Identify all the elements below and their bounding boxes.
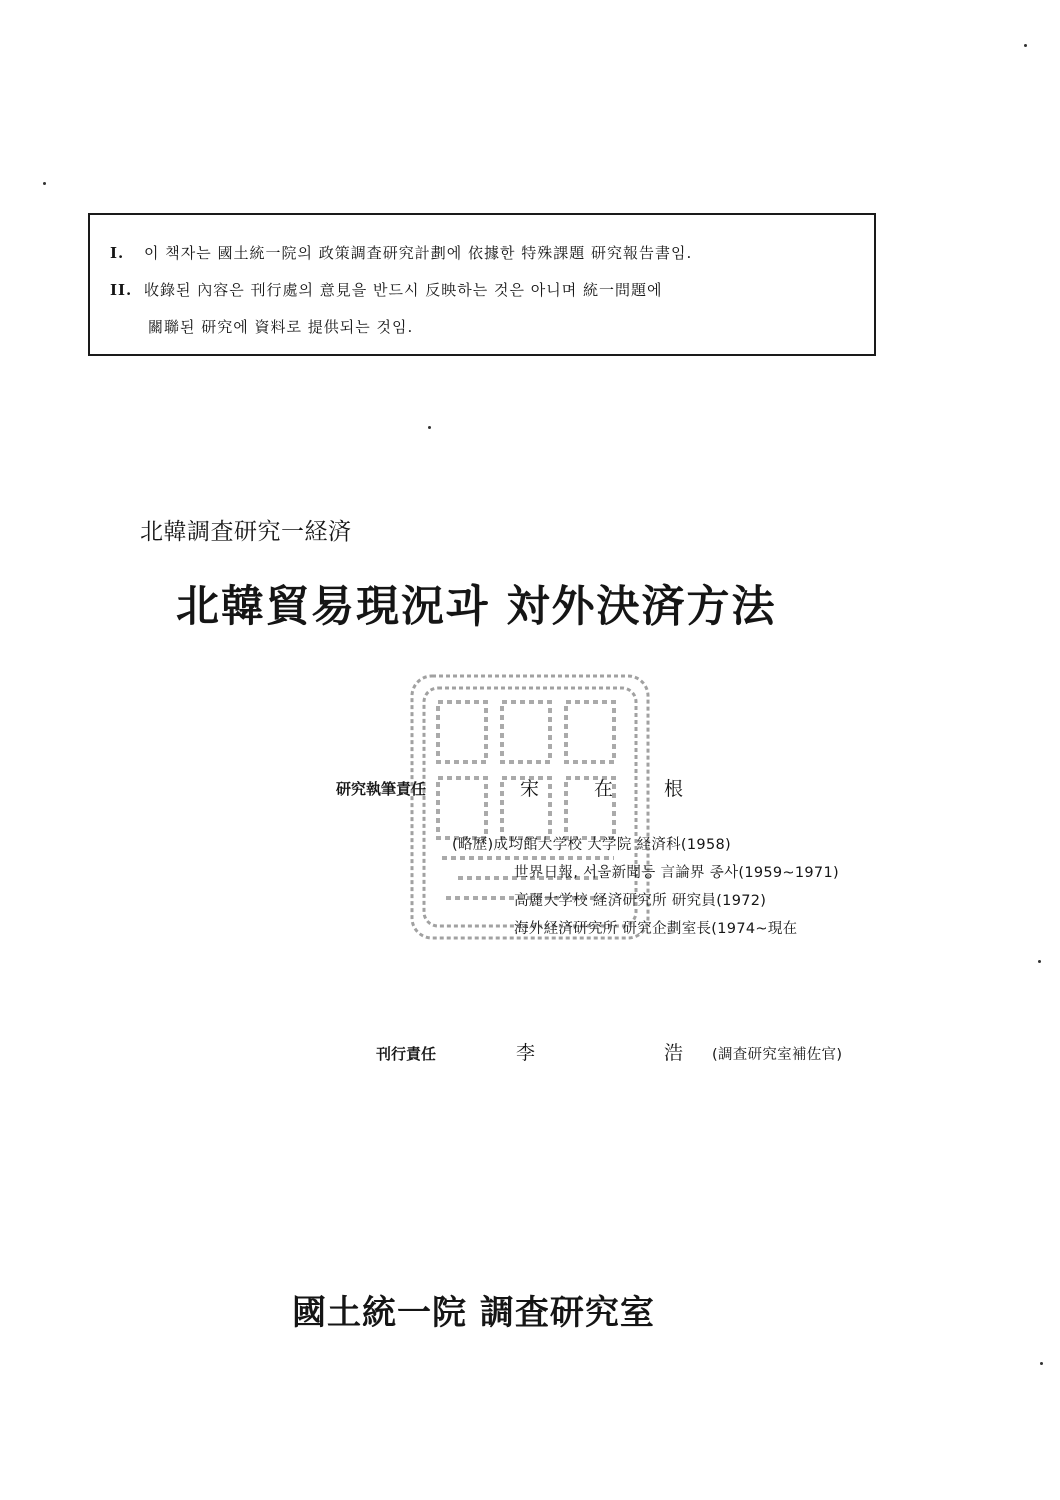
researcher-bio-line: 世界日報, 서울新聞등 言論界 종사(1959~1971): [514, 865, 839, 881]
researcher-name-char-1: 宋: [520, 778, 540, 800]
publisher-responsible-label: 刊行責任: [376, 1045, 437, 1063]
scan-speck: [1024, 44, 1027, 47]
researcher-bio-line: (略歷)成均館大学校 大学院 経済科(1958): [452, 837, 731, 853]
researcher-bio-line: 海外経済研究所 研究企劃室長(1974~現在: [514, 921, 798, 937]
notice-item-2-number: II.: [110, 281, 133, 299]
notice-item-1-text: 이 책자는 國土統一院의 政策調査研究計劃에 依據한 特殊課題 研究報告書임.: [144, 244, 693, 262]
notice-item-1: [110, 242, 692, 263]
researcher-bio-line: 高麗大学校 経済研究所 研究員(1972): [514, 893, 767, 909]
researcher-name-char-3: 根: [664, 778, 684, 800]
publisher-name: 國土統一院 調査研究室: [292, 1293, 655, 1333]
notice-item-2-continued: [148, 316, 413, 337]
notice-item-2-text-line1: 收錄된 內容은 刊行處의 意見을 반드시 反映하는 것은 아니며 統一問題에: [144, 281, 663, 299]
researcher-name-char-2: 在: [594, 778, 614, 800]
publisher-responsible-name-char-2: 浩: [664, 1042, 684, 1064]
scan-speck: [43, 182, 46, 185]
publisher-responsible-name-char-1: 李: [516, 1042, 536, 1064]
notice-box: [88, 213, 876, 356]
main-title: 北韓貿易現況과 対外決済方法: [176, 582, 777, 632]
scan-speck: [1040, 1362, 1043, 1365]
scan-speck: [1038, 960, 1041, 963]
researcher-label: 研究執筆責任: [336, 780, 427, 798]
notice-item-2-text-line2: 關聯된 研究에 資料로 提供되는 것임.: [148, 318, 414, 336]
scan-speck: [428, 426, 431, 429]
notice-item-1-number: I.: [110, 244, 125, 262]
publisher-responsible-position: (調査研究室補佐官): [712, 1047, 843, 1063]
notice-item-2: [110, 279, 663, 300]
series-title: 北韓調査研究一経済: [140, 519, 352, 545]
